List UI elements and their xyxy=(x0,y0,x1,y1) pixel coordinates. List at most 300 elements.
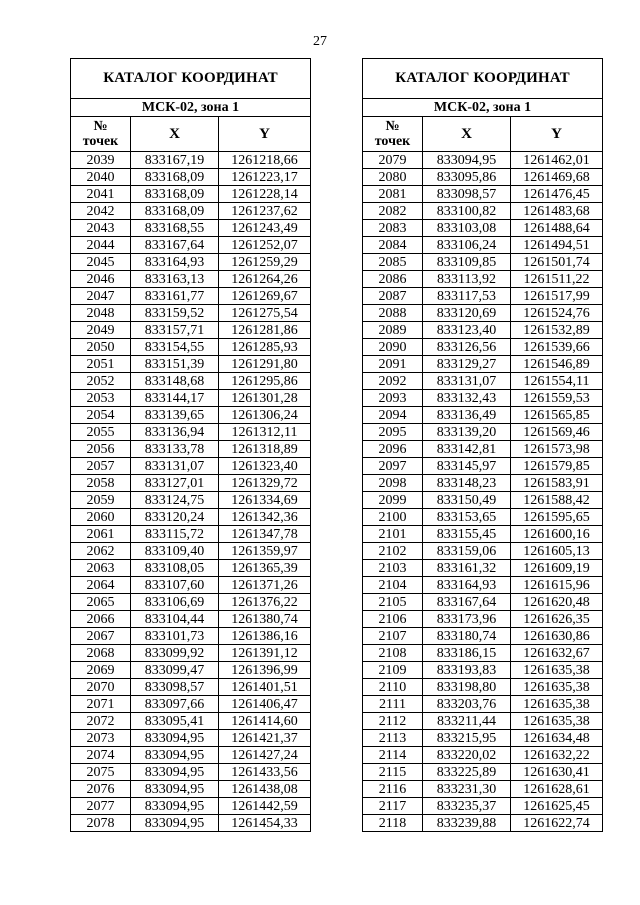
table-row xyxy=(363,543,603,560)
table-row xyxy=(71,764,311,781)
table-title: КАТАЛОГ КООРДИНАТ xyxy=(363,59,603,99)
point-number-cell: 2053 xyxy=(71,390,131,407)
point-number-cell: 2107 xyxy=(363,628,423,645)
table-row xyxy=(71,747,311,764)
x-coordinate-cell: 833132,43 xyxy=(423,390,511,407)
x-coordinate-cell: 833136,94 xyxy=(131,424,219,441)
y-coordinate-cell: 1261600,16 xyxy=(511,526,603,543)
x-coordinate-cell: 833136,49 xyxy=(423,407,511,424)
x-coordinate-cell: 833144,17 xyxy=(131,390,219,407)
y-coordinate-cell: 1261620,48 xyxy=(511,594,603,611)
point-number-cell: 2064 xyxy=(71,577,131,594)
point-number-cell: 2069 xyxy=(71,662,131,679)
x-coordinate-cell: 833139,65 xyxy=(131,407,219,424)
table-row xyxy=(71,560,311,577)
table-row xyxy=(71,815,311,832)
x-coordinate-cell: 833106,69 xyxy=(131,594,219,611)
table-row xyxy=(363,526,603,543)
point-number-cell: 2043 xyxy=(71,220,131,237)
y-coordinate-cell: 1261380,74 xyxy=(219,611,311,628)
y-coordinate-cell: 1261469,68 xyxy=(511,169,603,186)
table-row xyxy=(71,526,311,543)
y-coordinate-cell: 1261228,14 xyxy=(219,186,311,203)
table-row xyxy=(363,441,603,458)
y-coordinate-cell: 1261462,01 xyxy=(511,152,603,169)
point-number-cell: 2095 xyxy=(363,424,423,441)
table-row xyxy=(71,305,311,322)
table-row xyxy=(71,713,311,730)
table-row xyxy=(363,305,603,322)
x-coordinate-cell: 833225,89 xyxy=(423,764,511,781)
column-header-x: X xyxy=(131,117,219,152)
table-row xyxy=(363,254,603,271)
table-subtitle-row xyxy=(363,99,603,117)
coordinate-catalog-right xyxy=(362,58,603,832)
x-coordinate-cell: 833168,09 xyxy=(131,203,219,220)
y-coordinate-cell: 1261622,74 xyxy=(511,815,603,832)
point-number-cell: 2061 xyxy=(71,526,131,543)
y-coordinate-cell: 1261329,72 xyxy=(219,475,311,492)
y-coordinate-cell: 1261634,48 xyxy=(511,730,603,747)
y-coordinate-cell: 1261295,86 xyxy=(219,373,311,390)
y-coordinate-cell: 1261605,13 xyxy=(511,543,603,560)
y-coordinate-cell: 1261539,66 xyxy=(511,339,603,356)
x-coordinate-cell: 833163,13 xyxy=(131,271,219,288)
table-row xyxy=(71,288,311,305)
y-coordinate-cell: 1261625,45 xyxy=(511,798,603,815)
y-coordinate-cell: 1261406,47 xyxy=(219,696,311,713)
y-coordinate-cell: 1261427,24 xyxy=(219,747,311,764)
point-number-cell: 2058 xyxy=(71,475,131,492)
point-number-cell: 2072 xyxy=(71,713,131,730)
y-coordinate-cell: 1261442,59 xyxy=(219,798,311,815)
y-coordinate-cell: 1261583,91 xyxy=(511,475,603,492)
x-coordinate-cell: 833151,39 xyxy=(131,356,219,373)
table-row xyxy=(363,577,603,594)
table-row xyxy=(71,781,311,798)
y-coordinate-cell: 1261371,26 xyxy=(219,577,311,594)
table-row xyxy=(71,322,311,339)
table-row xyxy=(363,373,603,390)
y-coordinate-cell: 1261306,24 xyxy=(219,407,311,424)
point-number-cell: 2080 xyxy=(363,169,423,186)
point-number-cell: 2047 xyxy=(71,288,131,305)
y-coordinate-cell: 1261476,45 xyxy=(511,186,603,203)
point-number-cell: 2111 xyxy=(363,696,423,713)
table-row xyxy=(71,594,311,611)
table-row xyxy=(363,356,603,373)
x-coordinate-cell: 833094,95 xyxy=(131,730,219,747)
point-number-cell: 2078 xyxy=(71,815,131,832)
point-number-cell: 2115 xyxy=(363,764,423,781)
y-coordinate-cell: 1261291,80 xyxy=(219,356,311,373)
y-coordinate-cell: 1261438,08 xyxy=(219,781,311,798)
y-coordinate-cell: 1261494,51 xyxy=(511,237,603,254)
x-coordinate-cell: 833164,93 xyxy=(131,254,219,271)
point-number-cell: 2044 xyxy=(71,237,131,254)
table-row xyxy=(71,645,311,662)
point-number-cell: 2105 xyxy=(363,594,423,611)
table-row xyxy=(363,339,603,356)
point-number-cell: 2079 xyxy=(363,152,423,169)
number-sign: № xyxy=(385,119,400,134)
y-coordinate-cell: 1261579,85 xyxy=(511,458,603,475)
point-number-cell: 2089 xyxy=(363,322,423,339)
point-number-cell: 2092 xyxy=(363,373,423,390)
y-coordinate-cell: 1261630,41 xyxy=(511,764,603,781)
y-coordinate-cell: 1261281,86 xyxy=(219,322,311,339)
x-coordinate-cell: 833148,23 xyxy=(423,475,511,492)
column-header-row xyxy=(363,117,603,152)
x-coordinate-cell: 833239,88 xyxy=(423,815,511,832)
column-header-point-number xyxy=(71,117,131,152)
table-row xyxy=(363,713,603,730)
x-coordinate-cell: 833106,24 xyxy=(423,237,511,254)
table-row xyxy=(71,271,311,288)
y-coordinate-cell: 1261554,11 xyxy=(511,373,603,390)
table-row xyxy=(71,509,311,526)
point-number-cell: 2085 xyxy=(363,254,423,271)
x-coordinate-cell: 833139,20 xyxy=(423,424,511,441)
x-coordinate-cell: 833215,95 xyxy=(423,730,511,747)
y-coordinate-cell: 1261223,17 xyxy=(219,169,311,186)
y-coordinate-cell: 1261501,74 xyxy=(511,254,603,271)
y-coordinate-cell: 1261635,38 xyxy=(511,696,603,713)
x-coordinate-cell: 833127,01 xyxy=(131,475,219,492)
table-row xyxy=(363,322,603,339)
table-row xyxy=(363,662,603,679)
y-coordinate-cell: 1261342,36 xyxy=(219,509,311,526)
y-coordinate-cell: 1261365,39 xyxy=(219,560,311,577)
table-row xyxy=(363,594,603,611)
x-coordinate-cell: 833094,95 xyxy=(131,798,219,815)
x-coordinate-cell: 833108,05 xyxy=(131,560,219,577)
y-coordinate-cell: 1261237,62 xyxy=(219,203,311,220)
x-coordinate-cell: 833186,15 xyxy=(423,645,511,662)
table-row xyxy=(71,356,311,373)
x-coordinate-cell: 833123,40 xyxy=(423,322,511,339)
x-coordinate-cell: 833094,95 xyxy=(131,815,219,832)
point-number-cell: 2056 xyxy=(71,441,131,458)
x-coordinate-cell: 833095,86 xyxy=(423,169,511,186)
x-coordinate-cell: 833157,71 xyxy=(131,322,219,339)
point-number-cell: 2093 xyxy=(363,390,423,407)
table-row xyxy=(363,169,603,186)
table-row xyxy=(71,186,311,203)
table-row xyxy=(71,611,311,628)
point-number-cell: 2066 xyxy=(71,611,131,628)
table-row xyxy=(71,254,311,271)
y-coordinate-cell: 1261401,51 xyxy=(219,679,311,696)
y-coordinate-cell: 1261635,38 xyxy=(511,662,603,679)
y-coordinate-cell: 1261454,33 xyxy=(219,815,311,832)
point-number-cell: 2075 xyxy=(71,764,131,781)
x-coordinate-cell: 833098,57 xyxy=(131,679,219,696)
point-number-cell: 2045 xyxy=(71,254,131,271)
table-row xyxy=(363,288,603,305)
table-row xyxy=(363,611,603,628)
point-number-cell: 2040 xyxy=(71,169,131,186)
table-row xyxy=(363,424,603,441)
point-number-cell: 2071 xyxy=(71,696,131,713)
y-coordinate-cell: 1261433,56 xyxy=(219,764,311,781)
table-row xyxy=(71,424,311,441)
point-number-cell: 2088 xyxy=(363,305,423,322)
x-coordinate-cell: 833133,78 xyxy=(131,441,219,458)
table-row xyxy=(363,152,603,169)
y-coordinate-cell: 1261632,22 xyxy=(511,747,603,764)
y-coordinate-cell: 1261312,11 xyxy=(219,424,311,441)
x-coordinate-cell: 833120,24 xyxy=(131,509,219,526)
x-coordinate-cell: 833107,60 xyxy=(131,577,219,594)
table-row xyxy=(363,220,603,237)
table-row xyxy=(71,577,311,594)
y-coordinate-cell: 1261318,89 xyxy=(219,441,311,458)
y-coordinate-cell: 1261635,38 xyxy=(511,713,603,730)
y-coordinate-cell: 1261275,54 xyxy=(219,305,311,322)
point-number-cell: 2073 xyxy=(71,730,131,747)
y-coordinate-cell: 1261323,40 xyxy=(219,458,311,475)
y-coordinate-cell: 1261347,78 xyxy=(219,526,311,543)
table-row xyxy=(363,679,603,696)
x-coordinate-cell: 833159,06 xyxy=(423,543,511,560)
x-coordinate-cell: 833094,95 xyxy=(423,152,511,169)
table-row xyxy=(363,509,603,526)
x-coordinate-cell: 833161,77 xyxy=(131,288,219,305)
x-coordinate-cell: 833154,55 xyxy=(131,339,219,356)
y-coordinate-cell: 1261628,61 xyxy=(511,781,603,798)
table-row xyxy=(71,628,311,645)
table-row xyxy=(363,186,603,203)
table-row xyxy=(363,645,603,662)
x-coordinate-cell: 833235,37 xyxy=(423,798,511,815)
table-row xyxy=(363,730,603,747)
y-coordinate-cell: 1261630,86 xyxy=(511,628,603,645)
point-number-cell: 2039 xyxy=(71,152,131,169)
x-coordinate-cell: 833193,83 xyxy=(423,662,511,679)
coordinate-catalog-left xyxy=(70,58,311,832)
point-number-cell: 2109 xyxy=(363,662,423,679)
x-coordinate-cell: 833167,64 xyxy=(131,237,219,254)
point-number-cell: 2087 xyxy=(363,288,423,305)
y-coordinate-cell: 1261532,89 xyxy=(511,322,603,339)
point-number-cell: 2059 xyxy=(71,492,131,509)
x-coordinate-cell: 833159,52 xyxy=(131,305,219,322)
column-header-point-number xyxy=(363,117,423,152)
point-number-cell: 2091 xyxy=(363,356,423,373)
point-number-cell: 2063 xyxy=(71,560,131,577)
column-header-x: X xyxy=(423,117,511,152)
point-number-cell: 2110 xyxy=(363,679,423,696)
x-coordinate-cell: 833100,82 xyxy=(423,203,511,220)
x-coordinate-cell: 833167,19 xyxy=(131,152,219,169)
point-number-cell: 2099 xyxy=(363,492,423,509)
x-coordinate-cell: 833099,92 xyxy=(131,645,219,662)
y-coordinate-cell: 1261573,98 xyxy=(511,441,603,458)
point-number-cell: 2100 xyxy=(363,509,423,526)
table-row xyxy=(363,747,603,764)
table-row xyxy=(71,441,311,458)
y-coordinate-cell: 1261396,99 xyxy=(219,662,311,679)
point-number-cell: 2106 xyxy=(363,611,423,628)
y-coordinate-cell: 1261391,12 xyxy=(219,645,311,662)
point-number-cell: 2082 xyxy=(363,203,423,220)
point-number-cell: 2102 xyxy=(363,543,423,560)
point-number-cell: 2060 xyxy=(71,509,131,526)
table-row xyxy=(363,492,603,509)
y-coordinate-cell: 1261632,67 xyxy=(511,645,603,662)
table-row xyxy=(71,373,311,390)
x-coordinate-cell: 833094,95 xyxy=(131,747,219,764)
table-subtitle-row xyxy=(71,99,311,117)
x-coordinate-cell: 833098,57 xyxy=(423,186,511,203)
y-coordinate-cell: 1261517,99 xyxy=(511,288,603,305)
y-coordinate-cell: 1261414,60 xyxy=(219,713,311,730)
x-coordinate-cell: 833097,66 xyxy=(131,696,219,713)
point-number-cell: 2108 xyxy=(363,645,423,662)
point-number-cell: 2051 xyxy=(71,356,131,373)
point-number-cell: 2065 xyxy=(71,594,131,611)
y-coordinate-cell: 1261421,37 xyxy=(219,730,311,747)
x-coordinate-cell: 833131,07 xyxy=(131,458,219,475)
x-coordinate-cell: 833198,80 xyxy=(423,679,511,696)
table-row xyxy=(71,696,311,713)
y-coordinate-cell: 1261483,68 xyxy=(511,203,603,220)
point-number-cell: 2084 xyxy=(363,237,423,254)
x-coordinate-cell: 833211,44 xyxy=(423,713,511,730)
y-coordinate-cell: 1261376,22 xyxy=(219,594,311,611)
point-number-cell: 2090 xyxy=(363,339,423,356)
x-coordinate-cell: 833203,76 xyxy=(423,696,511,713)
table-row xyxy=(71,475,311,492)
page-number: 27 xyxy=(313,34,327,49)
x-coordinate-cell: 833168,09 xyxy=(131,169,219,186)
x-coordinate-cell: 833148,68 xyxy=(131,373,219,390)
x-coordinate-cell: 833164,93 xyxy=(423,577,511,594)
table-row xyxy=(71,798,311,815)
x-coordinate-cell: 833095,41 xyxy=(131,713,219,730)
y-coordinate-cell: 1261511,22 xyxy=(511,271,603,288)
table-row xyxy=(363,475,603,492)
table-row xyxy=(71,543,311,560)
table-row xyxy=(71,730,311,747)
table-row xyxy=(363,815,603,832)
y-coordinate-cell: 1261626,35 xyxy=(511,611,603,628)
table-row xyxy=(71,169,311,186)
number-sign: № xyxy=(93,119,108,134)
table-row xyxy=(71,220,311,237)
table-row xyxy=(71,339,311,356)
point-number-cell: 2067 xyxy=(71,628,131,645)
table-row xyxy=(71,203,311,220)
y-coordinate-cell: 1261546,89 xyxy=(511,356,603,373)
x-coordinate-cell: 833180,74 xyxy=(423,628,511,645)
point-number-cell: 2052 xyxy=(71,373,131,390)
x-coordinate-cell: 833124,75 xyxy=(131,492,219,509)
point-number-cell: 2054 xyxy=(71,407,131,424)
table-row xyxy=(71,662,311,679)
table-title-row xyxy=(363,59,603,99)
x-coordinate-cell: 833161,32 xyxy=(423,560,511,577)
point-number-cell: 2104 xyxy=(363,577,423,594)
point-number-cell: 2074 xyxy=(71,747,131,764)
x-coordinate-cell: 833094,95 xyxy=(131,764,219,781)
y-coordinate-cell: 1261615,96 xyxy=(511,577,603,594)
coordinate-system-label: МСК-02, зона 1 xyxy=(363,99,603,117)
table-title-row xyxy=(71,59,311,99)
table-row xyxy=(363,628,603,645)
table-row xyxy=(71,458,311,475)
x-coordinate-cell: 833173,96 xyxy=(423,611,511,628)
y-coordinate-cell: 1261524,76 xyxy=(511,305,603,322)
table-row xyxy=(71,237,311,254)
points-label: точек xyxy=(82,134,119,149)
table-row xyxy=(363,696,603,713)
point-number-cell: 2070 xyxy=(71,679,131,696)
x-coordinate-cell: 833150,49 xyxy=(423,492,511,509)
table-row xyxy=(363,407,603,424)
x-coordinate-cell: 833131,07 xyxy=(423,373,511,390)
point-number-cell: 2048 xyxy=(71,305,131,322)
point-number-cell: 2086 xyxy=(363,271,423,288)
y-coordinate-cell: 1261301,28 xyxy=(219,390,311,407)
point-number-cell: 2081 xyxy=(363,186,423,203)
y-coordinate-cell: 1261269,67 xyxy=(219,288,311,305)
x-coordinate-cell: 833101,73 xyxy=(131,628,219,645)
table-row xyxy=(363,560,603,577)
table-row xyxy=(71,390,311,407)
x-coordinate-cell: 833109,40 xyxy=(131,543,219,560)
y-coordinate-cell: 1261565,85 xyxy=(511,407,603,424)
column-header-y: Y xyxy=(511,117,603,152)
point-number-cell: 2101 xyxy=(363,526,423,543)
point-number-cell: 2103 xyxy=(363,560,423,577)
table-row xyxy=(71,152,311,169)
y-coordinate-cell: 1261285,93 xyxy=(219,339,311,356)
y-coordinate-cell: 1261334,69 xyxy=(219,492,311,509)
point-number-cell: 2083 xyxy=(363,220,423,237)
y-coordinate-cell: 1261243,49 xyxy=(219,220,311,237)
y-coordinate-cell: 1261359,97 xyxy=(219,543,311,560)
y-coordinate-cell: 1261635,38 xyxy=(511,679,603,696)
table-row xyxy=(363,798,603,815)
x-coordinate-cell: 833145,97 xyxy=(423,458,511,475)
table-row xyxy=(363,271,603,288)
column-header-row xyxy=(71,117,311,152)
y-coordinate-cell: 1261569,46 xyxy=(511,424,603,441)
y-coordinate-cell: 1261252,07 xyxy=(219,237,311,254)
x-coordinate-cell: 833115,72 xyxy=(131,526,219,543)
point-number-cell: 2096 xyxy=(363,441,423,458)
point-number-cell: 2112 xyxy=(363,713,423,730)
table-row xyxy=(363,458,603,475)
x-coordinate-cell: 833220,02 xyxy=(423,747,511,764)
point-number-cell: 2041 xyxy=(71,186,131,203)
point-number-cell: 2049 xyxy=(71,322,131,339)
point-number-cell: 2116 xyxy=(363,781,423,798)
point-number-cell: 2046 xyxy=(71,271,131,288)
table-row xyxy=(363,237,603,254)
points-label: точек xyxy=(374,134,411,149)
table-row xyxy=(71,679,311,696)
y-coordinate-cell: 1261386,16 xyxy=(219,628,311,645)
table-row xyxy=(363,764,603,781)
y-coordinate-cell: 1261588,42 xyxy=(511,492,603,509)
point-number-cell: 2068 xyxy=(71,645,131,662)
table-row xyxy=(363,390,603,407)
point-number-cell: 2098 xyxy=(363,475,423,492)
y-coordinate-cell: 1261259,29 xyxy=(219,254,311,271)
